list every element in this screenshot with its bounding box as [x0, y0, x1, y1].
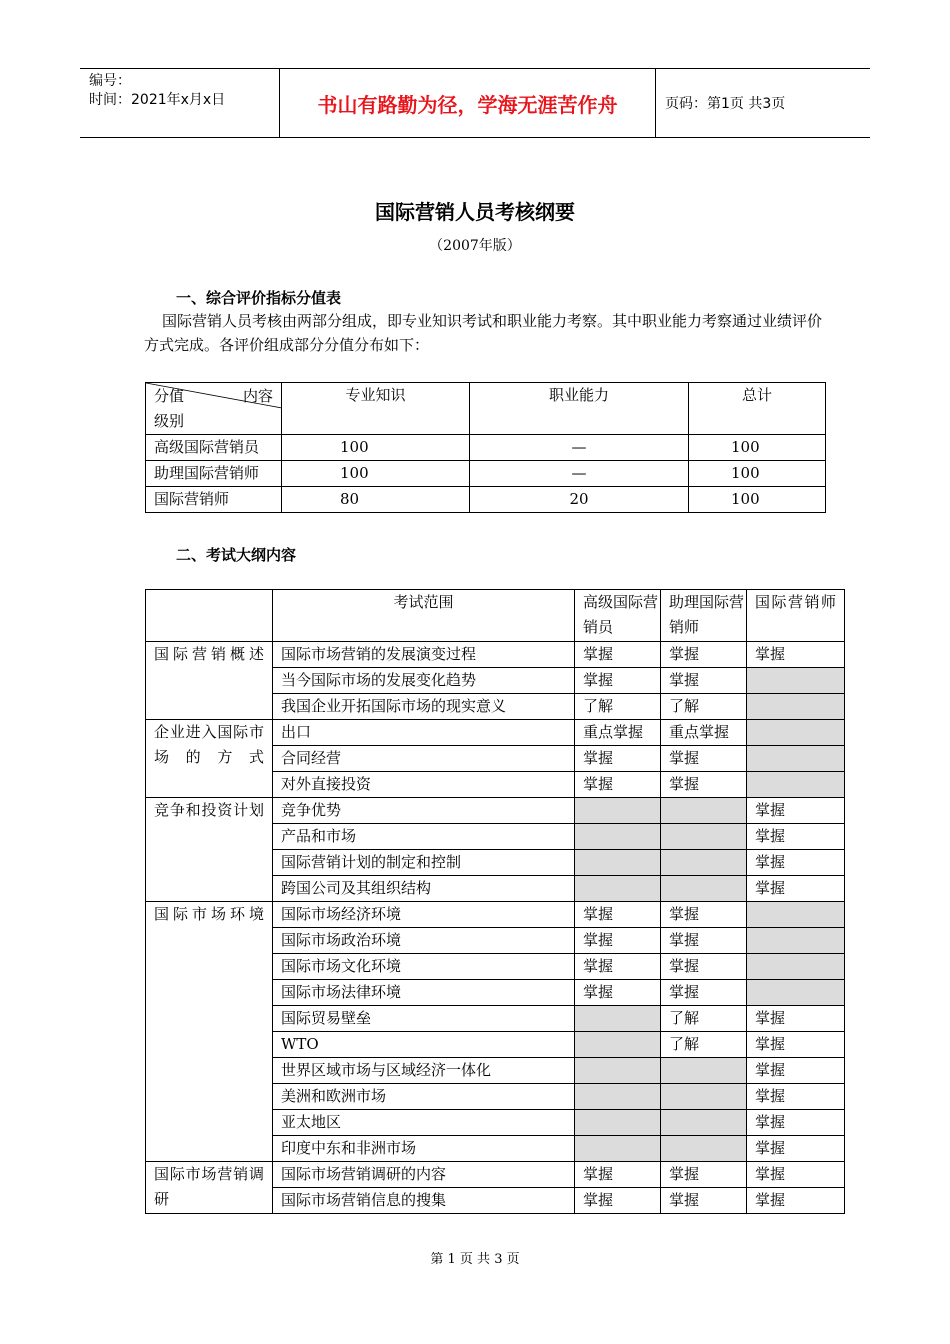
assistant-cell: 掌握 — [661, 746, 747, 772]
category-cell: 企业进入国际市场的方式 — [146, 720, 273, 798]
assistant-cell: 掌握 — [661, 1162, 747, 1188]
ability-cell: 20 — [470, 487, 689, 513]
category-cell: 国际营销概述 — [146, 642, 273, 720]
assistant-cell — [661, 1136, 747, 1162]
syllabus-row — [146, 902, 845, 928]
marketer-cell: 掌握 — [747, 824, 845, 850]
senior-cell — [575, 850, 661, 876]
marketer-cell: 掌握 — [747, 642, 845, 668]
page-header — [80, 68, 870, 138]
category-cell: 竞争和投资计划 — [146, 798, 273, 902]
topic-cell: 印度中东和非洲市场 — [273, 1136, 575, 1162]
marketer-cell — [747, 980, 845, 1006]
senior-cell: 掌握 — [575, 1188, 661, 1214]
syllabus-row — [146, 642, 845, 668]
header-ability: 职业能力 — [470, 383, 689, 435]
assistant-cell: 掌握 — [661, 954, 747, 980]
document-title: 国际营销人员考核纲要 — [375, 200, 575, 224]
topic-cell: 我国企业开拓国际市场的现实意义 — [273, 694, 575, 720]
senior-cell: 掌握 — [575, 746, 661, 772]
senior-cell: 掌握 — [575, 980, 661, 1006]
assistant-cell: 掌握 — [661, 928, 747, 954]
marketer-cell — [747, 746, 845, 772]
topic-cell: 合同经营 — [273, 746, 575, 772]
marketer-cell — [747, 772, 845, 798]
assistant-cell: 掌握 — [661, 772, 747, 798]
corner-cell — [146, 383, 282, 435]
topic-cell: 世界区域市场与区域经济一体化 — [273, 1058, 575, 1084]
assistant-cell: 了解 — [661, 694, 747, 720]
senior-cell: 掌握 — [575, 772, 661, 798]
knowledge-cell: 80 — [282, 487, 470, 513]
score-table — [145, 382, 826, 513]
senior-cell — [575, 1058, 661, 1084]
senior-cell — [575, 824, 661, 850]
assistant-cell: 重点掌握 — [661, 720, 747, 746]
total-cell: 100 — [689, 461, 826, 487]
marketer-cell: 掌握 — [747, 876, 845, 902]
header-knowledge: 专业知识 — [282, 383, 470, 435]
topic-cell: 产品和市场 — [273, 824, 575, 850]
syllabus-row — [146, 720, 845, 746]
marketer-cell: 掌握 — [747, 1032, 845, 1058]
topic-cell: 竞争优势 — [273, 798, 575, 824]
header-page-info: 页码：第1页 共3页 — [665, 96, 786, 112]
syllabus-header-row — [146, 590, 845, 642]
senior-cell: 掌握 — [575, 642, 661, 668]
score-table-header — [146, 383, 826, 435]
senior-cell: 重点掌握 — [575, 720, 661, 746]
score-row — [146, 435, 826, 461]
senior-cell: 了解 — [575, 694, 661, 720]
marketer-cell — [747, 954, 845, 980]
marketer-cell — [747, 928, 845, 954]
topic-cell: 当今国际市场的发展变化趋势 — [273, 668, 575, 694]
marketer-cell: 掌握 — [747, 850, 845, 876]
header-empty-cell — [146, 590, 273, 642]
assistant-cell — [661, 850, 747, 876]
assistant-cell: 了解 — [661, 1032, 747, 1058]
marketer-cell: 掌握 — [747, 1084, 845, 1110]
corner-bottom-label: 级别 — [154, 412, 185, 430]
marketer-cell: 掌握 — [747, 1162, 845, 1188]
senior-cell: 掌握 — [575, 954, 661, 980]
syllabus-row — [146, 798, 845, 824]
topic-cell: 国际市场营销调研的内容 — [273, 1162, 575, 1188]
senior-cell: 掌握 — [575, 928, 661, 954]
knowledge-cell: 100 — [282, 435, 470, 461]
topic-cell: 国际市场政治环境 — [273, 928, 575, 954]
topic-cell: 出口 — [273, 720, 575, 746]
senior-cell: 掌握 — [575, 1162, 661, 1188]
level-cell: 国际营销师 — [146, 487, 282, 513]
assistant-cell — [661, 1084, 747, 1110]
ability-cell: — — [470, 435, 689, 461]
marketer-cell: 掌握 — [747, 1006, 845, 1032]
marketer-cell: 掌握 — [747, 1058, 845, 1084]
topic-cell: 国际营销计划的制定和控制 — [273, 850, 575, 876]
topic-cell: 国际市场文化环境 — [273, 954, 575, 980]
senior-cell: 掌握 — [575, 668, 661, 694]
level-cell: 助理国际营销师 — [146, 461, 282, 487]
marketer-cell — [747, 694, 845, 720]
marketer-cell: 掌握 — [747, 798, 845, 824]
topic-cell: 国际市场经济环境 — [273, 902, 575, 928]
header-motto: 书山有路勤为径，学海无涯苦作舟 — [280, 69, 656, 137]
time-label: 时间：2021年x月x日 — [89, 92, 226, 108]
marketer-cell: 掌握 — [747, 1136, 845, 1162]
assistant-cell — [661, 1058, 747, 1084]
total-cell: 100 — [689, 487, 826, 513]
assistant-cell: 掌握 — [661, 642, 747, 668]
assistant-cell: 掌握 — [661, 1188, 747, 1214]
ability-cell: — — [470, 461, 689, 487]
total-cell: 100 — [689, 435, 826, 461]
document-edition: （2007年版） — [429, 238, 521, 254]
senior-cell — [575, 1136, 661, 1162]
marketer-cell: 掌握 — [747, 1110, 845, 1136]
assistant-cell: 了解 — [661, 1006, 747, 1032]
assistant-cell — [661, 1110, 747, 1136]
corner-top-label: 内容 — [242, 387, 273, 405]
topic-cell: 国际市场法律环境 — [273, 980, 575, 1006]
senior-cell: 掌握 — [575, 902, 661, 928]
topic-cell: 跨国公司及其组织结构 — [273, 876, 575, 902]
topic-cell: 国际市场营销的发展演变过程 — [273, 642, 575, 668]
marketer-cell — [747, 902, 845, 928]
assistant-cell — [661, 824, 747, 850]
assistant-cell: 掌握 — [661, 980, 747, 1006]
section1-paragraph: 国际营销人员考核由两部分组成，即专业知识考试和职业能力考察。其中职业能力考察通过业绩评价方式完成。各评价组成部分分值分布如下： — [144, 312, 823, 354]
senior-cell — [575, 798, 661, 824]
senior-cell — [575, 876, 661, 902]
topic-cell: 亚太地区 — [273, 1110, 575, 1136]
senior-cell — [575, 1032, 661, 1058]
marketer-cell: 掌握 — [747, 1188, 845, 1214]
score-row — [146, 487, 826, 513]
topic-cell: 对外直接投资 — [273, 772, 575, 798]
senior-cell — [575, 1084, 661, 1110]
topic-cell: 国际市场营销信息的搜集 — [273, 1188, 575, 1214]
level-cell: 高级国际营销员 — [146, 435, 282, 461]
header-scope: 考试范围 — [273, 590, 575, 642]
section2-heading: 二、考试大纲内容 — [176, 546, 297, 564]
syllabus-table — [145, 589, 845, 1214]
score-row — [146, 461, 826, 487]
assistant-cell: 掌握 — [661, 902, 747, 928]
senior-cell — [575, 1110, 661, 1136]
marketer-cell — [747, 668, 845, 694]
assistant-cell — [661, 876, 747, 902]
header-meta — [80, 69, 280, 137]
corner-left-label: 分值 — [154, 387, 185, 405]
header-total: 总计 — [689, 383, 826, 435]
page-footer: 第 1 页 共 3 页 — [430, 1252, 520, 1267]
assistant-cell: 掌握 — [661, 668, 747, 694]
category-cell: 国际市场环境 — [146, 902, 273, 1162]
syllabus-row — [146, 1162, 845, 1188]
header-marketer: 国际营销师 — [747, 590, 845, 642]
knowledge-cell: 100 — [282, 461, 470, 487]
marketer-cell — [747, 720, 845, 746]
header-assistant: 助理国际营销师 — [661, 590, 747, 642]
assistant-cell — [661, 798, 747, 824]
section1-heading: 一、综合评价指标分值表 — [176, 289, 342, 307]
topic-cell: 国际贸易壁垒 — [273, 1006, 575, 1032]
topic-cell: 美洲和欧洲市场 — [273, 1084, 575, 1110]
category-cell: 国际市场营销调研 — [146, 1162, 273, 1214]
topic-cell: WTO — [273, 1032, 575, 1058]
senior-cell — [575, 1006, 661, 1032]
number-label: 编号： — [89, 73, 131, 89]
header-senior: 高级国际营销员 — [575, 590, 661, 642]
